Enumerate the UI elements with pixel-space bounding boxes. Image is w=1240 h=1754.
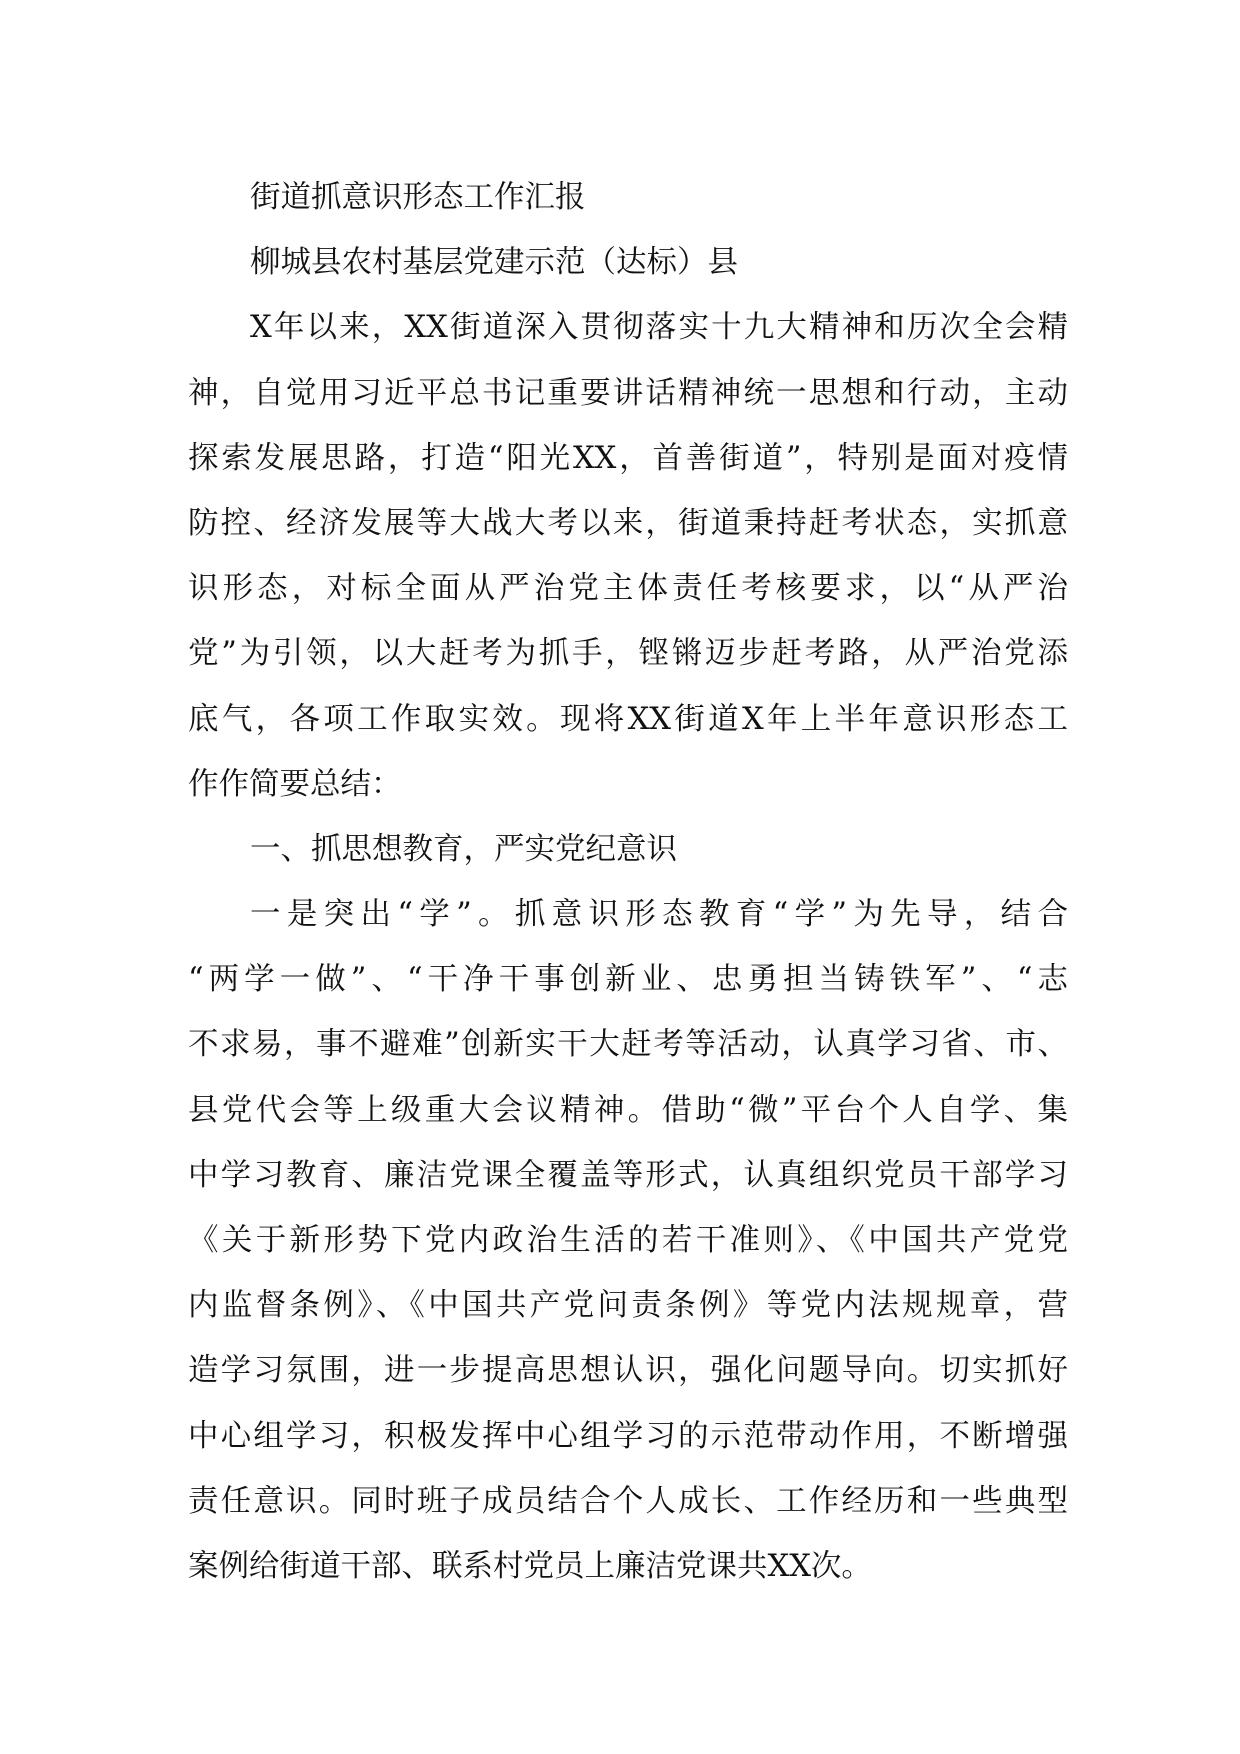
paragraph-line: 责任意识。同时班子成员结合个人成长、工作经历和一些典型	[188, 1483, 1068, 1519]
paragraph-line: 作作简要总结：	[188, 766, 402, 802]
paragraph-line: 神，自觉用习近平总书记重要讲话精神统一思想和行动，主动	[188, 375, 1068, 411]
paragraph-line: 案例给街道干部、联系村党员上廉洁党课共XX次。	[188, 1548, 872, 1584]
paragraph-line: 识形态，对标全面从严治党主体责任考核要求，以“从严治	[188, 571, 1068, 607]
paragraph-intro	[188, 295, 1068, 817]
paragraph-line: 一是突出“学”。抓意识形态教育“学”为先导，结合	[250, 897, 1068, 933]
paragraph-line: 内监督条例》、《中国共产党问责条例》等党内法规规章，营	[188, 1288, 1068, 1324]
paragraph-line: 《关于新形势下党内政治生活的若干准则》、《中国共产党党	[188, 1223, 1068, 1258]
paragraph-study	[188, 882, 1068, 1599]
paragraph-line: 党”为引领，以大赶考为抓手，铿锵迈步赶考路，从严治党添	[188, 636, 1068, 672]
paragraph-line: “两学一做”、“干净干事创新业、忠勇担当铸铁军”、“志	[188, 962, 1068, 998]
paragraph-line: 防控、经济发展等大战大考以来，街道秉持赶考状态，实抓意	[188, 505, 1068, 541]
paragraph-line: 不求易，事不避难”创新实干大赶考等活动，认真学习省、市、	[188, 1027, 1068, 1063]
document-subtitle: 柳城县农村基层党建示范（达标）县	[250, 245, 738, 281]
paragraph-line: 县党代会等上级重大会议精神。借助“微”平台个人自学、集	[188, 1092, 1068, 1128]
paragraph-line: 底气，各项工作取实效。现将XX街道X年上半年意识形态工	[188, 701, 1068, 737]
paragraph-line: 中学习教育、廉洁党课全覆盖等形式，认真组织党员干部学习	[188, 1157, 1068, 1193]
paragraph-line: 中心组学习，积极发挥中心组学习的示范带动作用，不断增强	[188, 1418, 1068, 1454]
section-heading: 一、抓思想教育，严实党纪意识	[250, 831, 677, 867]
paragraph-line: 探索发展思路，打造“阳光XX，首善街道”，特别是面对疫情	[188, 440, 1068, 476]
paragraph-line: X年以来，XX街道深入贯彻落实十九大精神和历次全会精	[250, 310, 1068, 346]
paragraph-line: 造学习氛围，进一步提高思想认识，强化问题导向。切实抓好	[188, 1353, 1068, 1389]
document-body	[188, 165, 1068, 1599]
document-title: 街道抓意识形态工作汇报	[250, 180, 586, 215]
